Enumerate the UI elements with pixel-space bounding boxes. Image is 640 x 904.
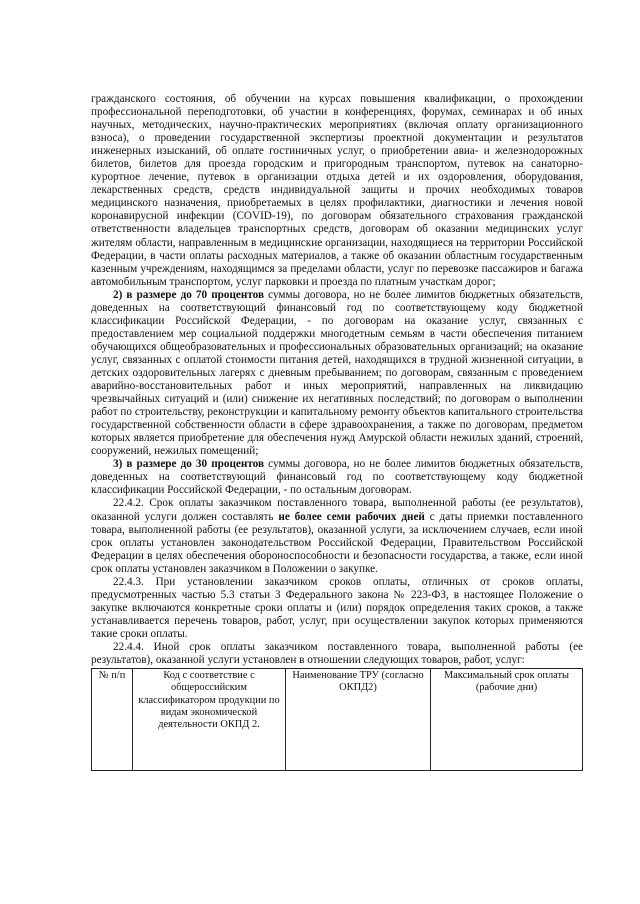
paragraph-22-4-3: 22.4.3. При установлении заказчиком сроков оплаты, отличных от сроков оплаты, предусмотренных частью 5.3 статьи 3 Федерального закона № 223-ФЗ, в настоящее Положение о закупке включаются конкретные сроки оплаты и (или) порядок определения таких сроков, а также устанавливается перечень товаров, работ, услуг, при осуществлении закупок которых применяются такие сроки оплаты. xyxy=(91,575,583,640)
paragraph-item-3 xyxy=(91,458,583,497)
clause-22-4-2-text-b: с даты приемки поставленного товара, выполненной работы (ее результатов), оказанной услуги, за исключением случаев, если иной срок оплаты установлен законодательством Российской Федерации, Правительством Российской Федерации в целях обеспечения обороноспособности и безопасности государства, а также, если иной срок оплаты установлен заказчиком в Положении о закупке. xyxy=(91,510,584,575)
clause-22-4-2-bold: не более семи рабочих дней xyxy=(278,510,425,523)
item-2-text: суммы договора, но не более лимитов бюджетных обязательств, доведенных на соответствующий финансовый год по соответствующему коду бюджетной классификации Российской Федерации, - по договорам на оказание услуг, связанных с предоставлением мер социальной поддержки многодетным семьям в части обеспечения питанием обучающихся общеобразовательных и профессиональных образовательных организаций; на оказание услуг, связанных с оплатой стоимости питания детей, находящихся в трудной жизненной ситуации, в детских оздоровительных лагерях с дневным пребыванием; по договорам, связанным с проведением аварийно-восстановительных работ и иных мероприятий, направленных на ликвидацию чрезвычайных ситуаций и (или) снижение их негативных последствий; по договорам о выполнении работ по строительству, реконструкции и капитальному ремонту объектов капитального строительства государственной собственности области в сфере здравоохранения, а также по договорам, предметом которых является приобретение для обеспечения нужд Амурской области нежилых зданий, строений, сооружений, нежилых помещений; xyxy=(91,288,583,458)
header-cell-tru-name: Наименование ТРУ (согласно ОКПД2) xyxy=(286,669,431,771)
header-cell-okpd-code: Код с соответствие с общероссийским классификатором продукции по видам экономической деятельности ОКПД 2. xyxy=(133,669,286,771)
payment-terms-table xyxy=(91,668,583,771)
item-3-bold-lead: 3) в размере до 30 процентов xyxy=(113,458,265,471)
paragraph-22-4-2 xyxy=(91,497,583,575)
document-body xyxy=(91,93,583,771)
item-2-bold-lead: 2) в размере до 70 процентов xyxy=(113,288,265,301)
clause-22-4-2-text-a: 22.4.2. Срок оплаты заказчиком поставленного товара, выполненной работы (ее результатов), оказанной услуги должен составлять xyxy=(91,497,583,523)
table-header-row xyxy=(92,669,583,771)
paragraph-item-2 xyxy=(91,289,583,459)
paragraph-continuation: гражданского состояния, об обучении на курсах повышения квалификации, о прохождении профессиональной переподготовки, об участии в конференциях, форумах, семинарах и об иных научных, методических, научно-практических мероприятиях (включая оплату организационного взноса), о проведении государственной экспертизы проектной документации и результатов инженерных изысканий, об оплате гостиничных услуг, о приобретении авиа- и железнодорожных билетов, билетов для проезда городским и пригородным транспортом, путевок на санаторно-курортное лечение, путевок в организации отдыха детей и их оздоровления, оборудования, лекарственных средств, средств индивидуальной защиты и прочих необходимых товаров медицинского назначения, приобретаемых в целях профилактики, диагностики и лечения новой коронавирусной инфекции (COVID-19), по договорам обязательного страхования гражданской ответственности владельцев транспортных средств, договорам об оказании медицинских услуг жителям области, направленным в медицинские организации, находящиеся на территории Российской Федерации, в части оплаты расходных материалов, а также об оказании областным государственным казенным учреждениям, находящимся за пределами области, услуг по перевозке пассажиров и багажа автомобильным транспортом, услуг парковки и проезда по платным участкам дорог; xyxy=(91,93,583,288)
item-3-text: суммы договора, но не более лимитов бюджетных обязательств, доведенных на соответствующий финансовый год по соответствующему коду бюджетной классификации Российской Федерации, - по остальным договорам. xyxy=(91,458,583,497)
header-cell-max-term: Максимальный срок оплаты (рабочие дни) xyxy=(431,669,583,771)
header-cell-number: № п/п xyxy=(92,669,133,771)
paragraph-22-4-4: 22.4.4. Иной срок оплаты заказчиком поставленного товара, выполненной работы (ее результатов), оказанной услуги установлен в отношении следующих товаров, работ, услуг: xyxy=(91,640,583,667)
